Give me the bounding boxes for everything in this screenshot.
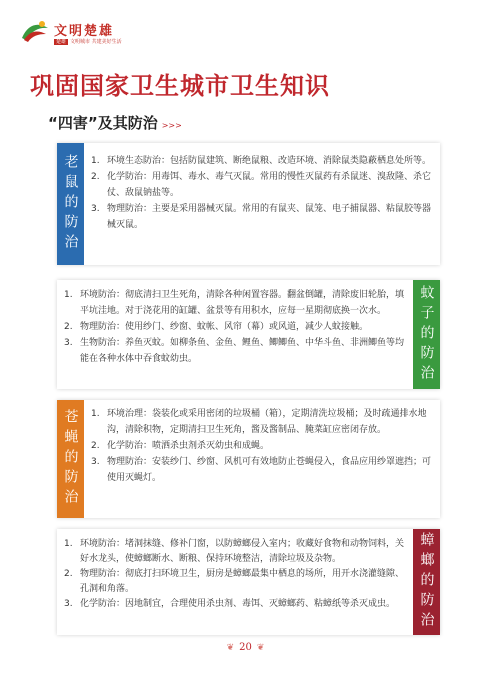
- rodent-control-card: [57, 143, 440, 265]
- list-item: [64, 319, 404, 335]
- list-item: [64, 537, 404, 567]
- list-item: [91, 454, 432, 486]
- item-text: 环境治理：袋装化或采用密闭的垃圾桶（箱），定期清洗垃圾桶；及时疏通排水地沟，清除积物，定期清扫卫生死角，酱及酱制品、腌菜缸应密闭存放。: [107, 409, 427, 435]
- cockroach-control-card: [57, 529, 440, 635]
- item-text: 物理防治：主要是采用器械灭鼠。常用的有鼠夹、鼠笼、电子捕鼠器、粘鼠胶等器械灭鼠。: [107, 204, 432, 230]
- cockroach-tab: 蟑螂的防治: [413, 529, 440, 635]
- item-text: 化学防治：喷洒杀虫剂杀灭幼虫和成蝇。: [107, 441, 270, 451]
- subtitle-arrows: >>>: [161, 121, 182, 130]
- fly-tab: 苍蝇的防治: [57, 400, 84, 518]
- fly-control-card: [57, 400, 440, 518]
- item-number: 2.: [64, 322, 73, 332]
- list-item: [91, 169, 432, 201]
- item-number: 2.: [91, 441, 100, 451]
- item-text: 物理防治：使用纱门、纱窗、蚊帐、风帘（幕）或风道，减少人蚊接触。: [80, 322, 369, 332]
- logo-mark-icon: [20, 18, 50, 44]
- list-item: [64, 287, 404, 319]
- mosquito-tab: 蚊子的防治: [413, 280, 440, 389]
- rodent-list: [91, 153, 432, 233]
- list-item: [91, 438, 432, 454]
- page-number: 20: [239, 642, 252, 653]
- item-number: 2.: [91, 172, 100, 182]
- mosquito-list: [64, 287, 404, 367]
- brand-tag: 楚雄: [56, 39, 67, 45]
- page-title: 巩固国家卫生城市卫生知识: [30, 72, 330, 100]
- cockroach-list: [64, 537, 404, 612]
- item-number: 1.: [91, 156, 100, 166]
- item-text: 生物防治：养鱼灭蚊。如柳条鱼、金鱼、鲤鱼、鲫鲫鱼、中华斗鱼、非洲鲫鱼等均能在各种水体中吞食蚊幼虫。: [80, 338, 405, 364]
- item-text: 环境防治：彻底清扫卫生死角，清除各种闲置容器。翻盆倒罐，清除废旧轮胎，填平坑洼地。对于浇花用的缸罐、盆景等有用积水，应每一星期彻底换一次水。: [80, 290, 405, 316]
- list-item: [91, 153, 432, 169]
- brand-slogan-text: 文明城市 共建美好生活: [70, 39, 122, 45]
- item-number: 1.: [64, 539, 73, 549]
- brand-slogan: [54, 38, 122, 45]
- item-number: 1.: [91, 409, 100, 419]
- ornament-left-icon: ❦: [226, 643, 235, 653]
- item-number: 2.: [64, 569, 73, 579]
- item-number: 3.: [91, 457, 100, 467]
- brand-name: 文明楚雄: [54, 24, 115, 39]
- subtitle-text: “四害”及其防治: [48, 114, 158, 132]
- list-item: [64, 597, 404, 612]
- list-item: [64, 335, 404, 367]
- item-text: 物理防治：安装纱门、纱窗、风机可有效地防止苍蝇侵入，食品应用纱罩遮挡；可使用灭蝇灯。: [107, 457, 432, 483]
- item-text: 环境生态防治：包括防鼠建筑、断绝鼠粮、改造环境、消除鼠类隐蔽栖息处所等。: [107, 156, 432, 166]
- ornament-right-icon: ❦: [256, 643, 265, 653]
- list-item: [64, 567, 404, 597]
- list-item: [91, 201, 432, 233]
- section-subtitle: [48, 112, 182, 133]
- brand-logo: [20, 14, 140, 54]
- item-number: 1.: [64, 290, 73, 300]
- item-text: 物理防治：彻底打扫环境卫生，厨房是蟑螂最集中栖息的场所，用开水浇灌缝隙、孔洞和角落。: [80, 569, 405, 594]
- mosquito-control-card: [57, 280, 440, 389]
- fly-list: [91, 406, 432, 486]
- list-item: [91, 406, 432, 438]
- item-text: 化学防治：因地制宜，合理使用杀虫剂、毒饵、灭蟑螂药、粘蟑纸等杀灭成虫。: [80, 599, 396, 609]
- item-text: 化学防治：用毒饵、毒水、毒气灭鼠。常用的慢性灭鼠药有杀鼠迷、溴敌隆、杀它仗、敌鼠钠盐等。: [107, 172, 432, 198]
- item-number: 3.: [64, 338, 73, 348]
- item-number: 3.: [64, 599, 73, 609]
- item-number: 3.: [91, 204, 100, 214]
- rodent-tab: 老鼠的防治: [57, 143, 84, 265]
- page-footer: [0, 642, 491, 653]
- item-text: 环境防治：堵洞抹缝、修补门窗，以防蟑螂侵入室内；收藏好食物和动物饲料，关好水龙头，使蟑螂断水、断粮、保持环境整洁，清除垃圾及杂物。: [80, 539, 405, 564]
